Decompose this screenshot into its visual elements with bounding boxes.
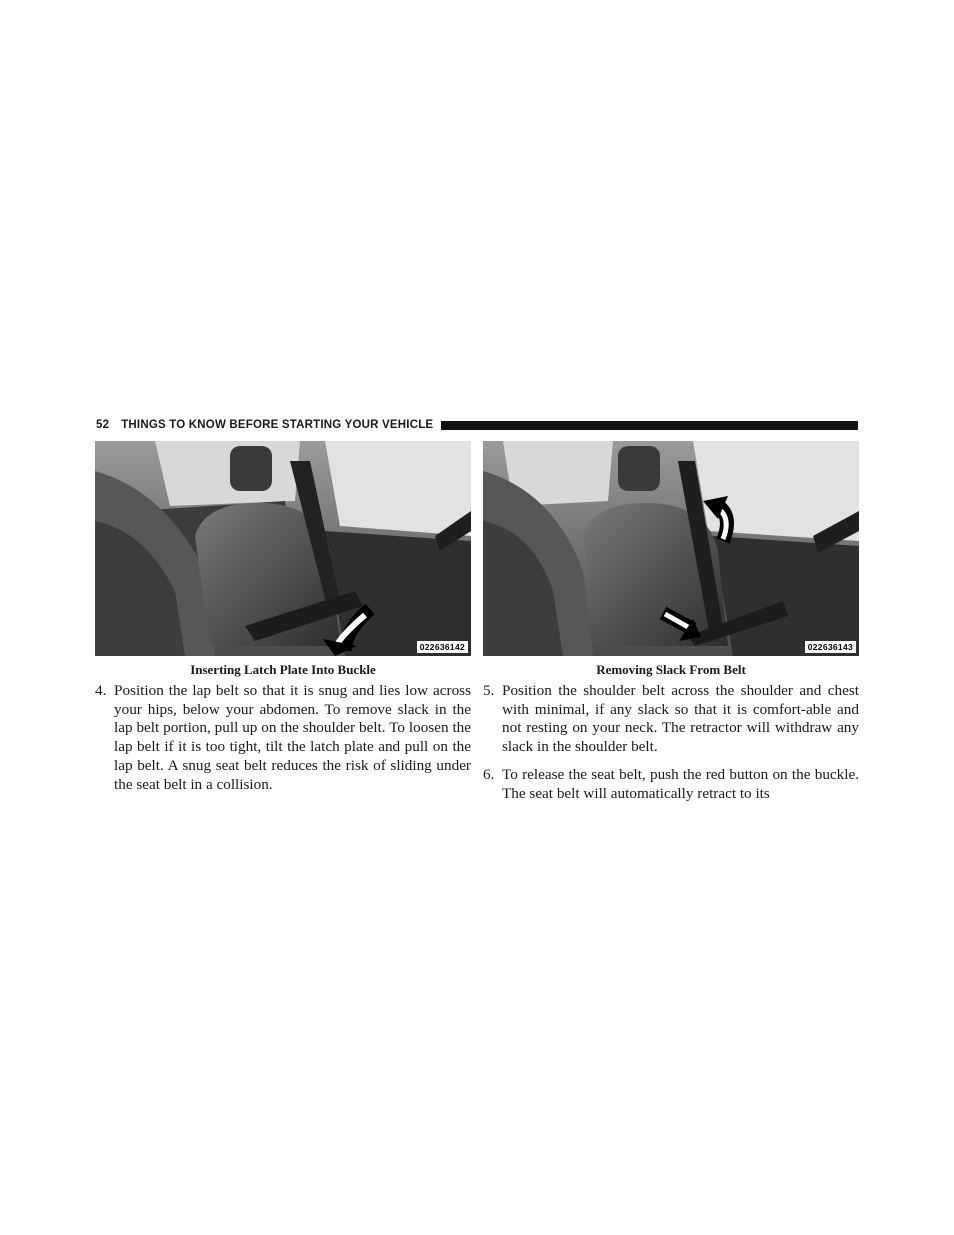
figure-code: 022636142 [417,641,468,653]
page-header [96,417,858,433]
seat-illustration-2 [483,441,859,656]
list-text: Position the shoulder belt across the shoulder and chest with minimal, if any slack so that it is comfort-able and not resting on your neck. The retractor will withdraw any slack in the shoulder belt. [502,682,859,756]
list-item [483,766,859,803]
figure-caption: Inserting Latch Plate Into Buckle [190,662,376,677]
list-number: 5. [483,682,495,699]
list-text: Position the lap belt so that it is snug and lies low across your hips, below your abdomen. To remove slack in the lap belt portion, pull up on the shoulder belt. To loosen the lap belt if it is too tight, tilt the latch plate and pull on the lap belt. A snug seat belt reduces the risk of sliding under the seat belt in a collision. [114,682,471,793]
header-rule [441,421,858,430]
seat-illustration-1 [95,441,471,656]
figure-caption: Removing Slack From Belt [596,662,746,677]
list-text: To release the seat belt, push the red button on the buckle. The seat belt will automatically retract to its [502,765,859,802]
page-number: 52 [96,419,110,431]
section-title: THINGS TO KNOW BEFORE STARTING YOUR VEHICLE [121,419,434,431]
right-column [483,682,859,812]
list-number: 4. [95,682,107,699]
left-column [95,682,471,803]
list-number: 6. [483,765,495,783]
figure-remove-slack [483,441,859,656]
list-item [95,682,471,794]
figure-latch-plate [95,441,471,656]
list-item [483,682,859,757]
figure-code: 022636143 [805,641,856,653]
